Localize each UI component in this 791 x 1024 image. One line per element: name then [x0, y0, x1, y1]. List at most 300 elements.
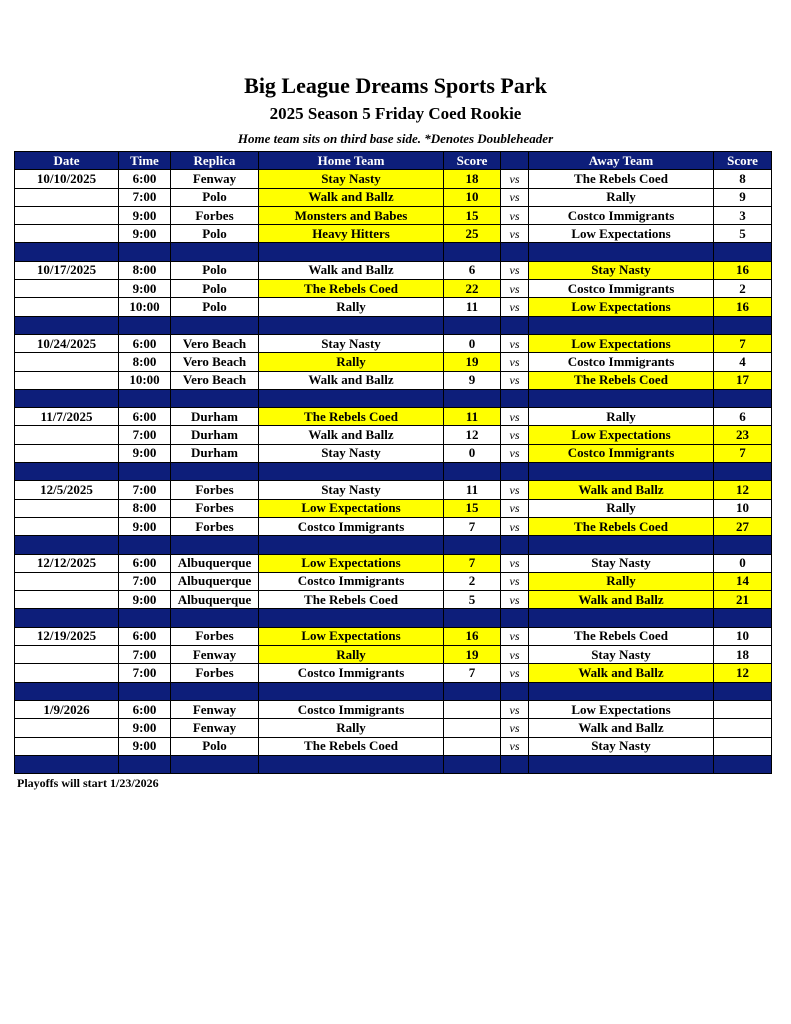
- playoffs-note: Playoffs will start 1/23/2026: [17, 776, 159, 790]
- away-team: Costco Immigrants: [529, 444, 714, 462]
- game-date: 10/17/2025: [15, 261, 119, 279]
- page-subtitle: 2025 Season 5 Friday Coed Rookie: [269, 104, 522, 123]
- home-score: 6: [444, 261, 501, 279]
- vs-label: vs: [501, 664, 529, 682]
- home-team: The Rebels Coed: [259, 591, 444, 609]
- game-time: 8:00: [119, 499, 171, 517]
- separator-cell: [15, 389, 119, 407]
- game-date: [15, 591, 119, 609]
- game-field: Fenway: [171, 719, 259, 737]
- away-score: 10: [714, 499, 772, 517]
- game-time: 9:00: [119, 517, 171, 535]
- week-separator-row: [15, 389, 772, 407]
- game-date: [15, 206, 119, 224]
- home-score: 19: [444, 646, 501, 664]
- game-date: [15, 426, 119, 444]
- game-date: 12/5/2025: [15, 481, 119, 499]
- separator-cell: [119, 682, 171, 700]
- separator-cell: [171, 243, 259, 261]
- separator-cell: [119, 316, 171, 334]
- separator-cell: [119, 536, 171, 554]
- separator-cell: [259, 755, 444, 773]
- game-time: 7:00: [119, 481, 171, 499]
- separator-cell: [259, 609, 444, 627]
- schedule-note: Home team sits on third base side. *Denotes Doubleheader: [237, 131, 554, 146]
- week-separator-row: [15, 463, 772, 481]
- vs-label: vs: [501, 298, 529, 316]
- game-row: [15, 481, 772, 499]
- vs-label: vs: [501, 517, 529, 535]
- game-field: Vero Beach: [171, 371, 259, 389]
- separator-cell: [15, 316, 119, 334]
- away-score: 16: [714, 298, 772, 316]
- game-field: Forbes: [171, 664, 259, 682]
- game-row: [15, 517, 772, 535]
- game-field: Forbes: [171, 517, 259, 535]
- game-field: Fenway: [171, 700, 259, 718]
- schedule-table: [14, 151, 772, 774]
- away-score: 12: [714, 481, 772, 499]
- game-field: Forbes: [171, 206, 259, 224]
- game-field: Polo: [171, 737, 259, 755]
- separator-cell: [529, 316, 714, 334]
- game-row: [15, 700, 772, 718]
- separator-cell: [529, 243, 714, 261]
- separator-cell: [714, 243, 772, 261]
- separator-cell: [15, 243, 119, 261]
- home-team: The Rebels Coed: [259, 737, 444, 755]
- away-team: Walk and Ballz: [529, 664, 714, 682]
- separator-cell: [259, 389, 444, 407]
- game-field: Polo: [171, 188, 259, 206]
- separator-cell: [171, 389, 259, 407]
- vs-label: vs: [501, 627, 529, 645]
- home-score: 12: [444, 426, 501, 444]
- vs-label: vs: [501, 572, 529, 590]
- away-score: 14: [714, 572, 772, 590]
- away-team: Walk and Ballz: [529, 481, 714, 499]
- home-team: Costco Immigrants: [259, 517, 444, 535]
- away-team: Costco Immigrants: [529, 280, 714, 298]
- game-row: [15, 261, 772, 279]
- vs-label: vs: [501, 719, 529, 737]
- game-field: Vero Beach: [171, 353, 259, 371]
- away-team: The Rebels Coed: [529, 627, 714, 645]
- game-field: Forbes: [171, 499, 259, 517]
- away-team: Stay Nasty: [529, 554, 714, 572]
- away-team: Low Expectations: [529, 298, 714, 316]
- away-team: Rally: [529, 188, 714, 206]
- game-time: 9:00: [119, 737, 171, 755]
- game-row: [15, 225, 772, 243]
- game-row: [15, 554, 772, 572]
- away-team: Low Expectations: [529, 225, 714, 243]
- vs-label: vs: [501, 371, 529, 389]
- game-field: Albuquerque: [171, 554, 259, 572]
- game-row: [15, 591, 772, 609]
- away-team: Costco Immigrants: [529, 353, 714, 371]
- game-row: [15, 444, 772, 462]
- away-team: Walk and Ballz: [529, 591, 714, 609]
- game-date: [15, 517, 119, 535]
- game-field: Polo: [171, 225, 259, 243]
- vs-label: vs: [501, 353, 529, 371]
- separator-cell: [444, 682, 501, 700]
- game-date: [15, 353, 119, 371]
- column-header-home-team: Home Team: [259, 152, 444, 170]
- away-score: 21: [714, 591, 772, 609]
- column-header-time: Time: [119, 152, 171, 170]
- home-team: Walk and Ballz: [259, 426, 444, 444]
- home-team: Costco Immigrants: [259, 572, 444, 590]
- home-score: 25: [444, 225, 501, 243]
- game-time: 7:00: [119, 188, 171, 206]
- game-date: [15, 664, 119, 682]
- separator-cell: [15, 536, 119, 554]
- vs-label: vs: [501, 225, 529, 243]
- home-team: Rally: [259, 646, 444, 664]
- vs-label: vs: [501, 206, 529, 224]
- home-score: 18: [444, 170, 501, 188]
- home-score: 7: [444, 554, 501, 572]
- away-team: Stay Nasty: [529, 737, 714, 755]
- separator-cell: [15, 463, 119, 481]
- separator-cell: [171, 316, 259, 334]
- separator-cell: [714, 536, 772, 554]
- separator-cell: [259, 463, 444, 481]
- table-header-row: [15, 152, 772, 170]
- game-date: 12/12/2025: [15, 554, 119, 572]
- separator-cell: [714, 463, 772, 481]
- game-date: [15, 719, 119, 737]
- home-score: 15: [444, 499, 501, 517]
- game-row: [15, 719, 772, 737]
- away-score: [714, 700, 772, 718]
- separator-cell: [444, 463, 501, 481]
- separator-cell: [714, 389, 772, 407]
- away-score: 23: [714, 426, 772, 444]
- game-time: 9:00: [119, 280, 171, 298]
- away-team: Rally: [529, 572, 714, 590]
- game-row: [15, 499, 772, 517]
- away-team: Costco Immigrants: [529, 206, 714, 224]
- separator-cell: [501, 536, 529, 554]
- away-score: 9: [714, 188, 772, 206]
- vs-label: vs: [501, 554, 529, 572]
- column-header-away-score: Score: [714, 152, 772, 170]
- separator-cell: [259, 682, 444, 700]
- vs-label: vs: [501, 408, 529, 426]
- game-field: Fenway: [171, 646, 259, 664]
- separator-cell: [15, 609, 119, 627]
- vs-label: vs: [501, 499, 529, 517]
- game-time: 9:00: [119, 444, 171, 462]
- game-time: 8:00: [119, 261, 171, 279]
- separator-cell: [444, 389, 501, 407]
- game-row: [15, 188, 772, 206]
- away-score: 8: [714, 170, 772, 188]
- away-score: 16: [714, 261, 772, 279]
- home-team: Costco Immigrants: [259, 700, 444, 718]
- home-score: 19: [444, 353, 501, 371]
- away-score: 4: [714, 353, 772, 371]
- game-field: Fenway: [171, 170, 259, 188]
- home-team: Walk and Ballz: [259, 188, 444, 206]
- game-field: Durham: [171, 426, 259, 444]
- page-title: Big League Dreams Sports Park: [244, 73, 547, 98]
- game-date: [15, 737, 119, 755]
- game-row: [15, 280, 772, 298]
- vs-label: vs: [501, 261, 529, 279]
- separator-cell: [119, 389, 171, 407]
- home-team: Low Expectations: [259, 499, 444, 517]
- separator-cell: [119, 609, 171, 627]
- game-time: 9:00: [119, 719, 171, 737]
- away-score: 0: [714, 554, 772, 572]
- column-header-away-team: Away Team: [529, 152, 714, 170]
- home-team: The Rebels Coed: [259, 408, 444, 426]
- game-time: 9:00: [119, 225, 171, 243]
- game-time: 8:00: [119, 353, 171, 371]
- home-team: Low Expectations: [259, 627, 444, 645]
- game-date: [15, 572, 119, 590]
- game-row: [15, 572, 772, 590]
- home-score: 7: [444, 664, 501, 682]
- game-time: 7:00: [119, 664, 171, 682]
- separator-cell: [714, 316, 772, 334]
- away-score: 3: [714, 206, 772, 224]
- home-team: Rally: [259, 298, 444, 316]
- away-team: Rally: [529, 499, 714, 517]
- separator-cell: [119, 755, 171, 773]
- game-field: Forbes: [171, 481, 259, 499]
- separator-cell: [444, 755, 501, 773]
- home-score: 11: [444, 298, 501, 316]
- game-date: [15, 298, 119, 316]
- home-team: Stay Nasty: [259, 334, 444, 352]
- week-separator-row: [15, 536, 772, 554]
- game-time: 6:00: [119, 408, 171, 426]
- vs-label: vs: [501, 737, 529, 755]
- away-team: Stay Nasty: [529, 646, 714, 664]
- home-team: Heavy Hitters: [259, 225, 444, 243]
- game-time: 6:00: [119, 554, 171, 572]
- vs-label: vs: [501, 334, 529, 352]
- separator-cell: [171, 463, 259, 481]
- away-team: The Rebels Coed: [529, 517, 714, 535]
- separator-cell: [119, 463, 171, 481]
- away-team: Low Expectations: [529, 700, 714, 718]
- game-row: [15, 298, 772, 316]
- home-team: Stay Nasty: [259, 444, 444, 462]
- home-score: 5: [444, 591, 501, 609]
- schedule-body: [15, 170, 772, 774]
- game-time: 9:00: [119, 591, 171, 609]
- home-team: Rally: [259, 353, 444, 371]
- separator-cell: [714, 609, 772, 627]
- game-date: [15, 499, 119, 517]
- separator-cell: [171, 536, 259, 554]
- week-separator-row: [15, 316, 772, 334]
- column-header-date: Date: [15, 152, 119, 170]
- separator-cell: [529, 755, 714, 773]
- home-score: 10: [444, 188, 501, 206]
- away-score: 10: [714, 627, 772, 645]
- game-time: 6:00: [119, 334, 171, 352]
- game-date: [15, 225, 119, 243]
- separator-cell: [529, 682, 714, 700]
- home-team: The Rebels Coed: [259, 280, 444, 298]
- game-time: 7:00: [119, 572, 171, 590]
- away-score: 18: [714, 646, 772, 664]
- separator-cell: [15, 755, 119, 773]
- separator-cell: [259, 243, 444, 261]
- home-score: 15: [444, 206, 501, 224]
- game-row: [15, 206, 772, 224]
- game-field: Polo: [171, 280, 259, 298]
- game-date: 12/19/2025: [15, 627, 119, 645]
- away-team: The Rebels Coed: [529, 170, 714, 188]
- separator-cell: [501, 243, 529, 261]
- home-score: 0: [444, 334, 501, 352]
- separator-cell: [444, 609, 501, 627]
- game-date: [15, 646, 119, 664]
- home-team: Stay Nasty: [259, 170, 444, 188]
- game-date: 10/24/2025: [15, 334, 119, 352]
- vs-label: vs: [501, 444, 529, 462]
- vs-label: vs: [501, 591, 529, 609]
- column-header-home-score: Score: [444, 152, 501, 170]
- vs-label: vs: [501, 646, 529, 664]
- game-row: [15, 426, 772, 444]
- game-row: [15, 334, 772, 352]
- game-date: [15, 444, 119, 462]
- separator-cell: [501, 389, 529, 407]
- game-time: 6:00: [119, 170, 171, 188]
- week-separator-row: [15, 755, 772, 773]
- separator-cell: [444, 243, 501, 261]
- vs-label: vs: [501, 481, 529, 499]
- game-time: 9:00: [119, 206, 171, 224]
- game-field: Forbes: [171, 627, 259, 645]
- home-score: 11: [444, 481, 501, 499]
- game-row: [15, 371, 772, 389]
- vs-label: vs: [501, 426, 529, 444]
- separator-cell: [259, 316, 444, 334]
- game-time: 7:00: [119, 646, 171, 664]
- game-date: 10/10/2025: [15, 170, 119, 188]
- game-time: 6:00: [119, 700, 171, 718]
- game-row: [15, 627, 772, 645]
- home-team: Costco Immigrants: [259, 664, 444, 682]
- away-score: 27: [714, 517, 772, 535]
- game-time: 6:00: [119, 627, 171, 645]
- separator-cell: [714, 682, 772, 700]
- home-score: 2: [444, 572, 501, 590]
- vs-label: vs: [501, 700, 529, 718]
- separator-cell: [529, 536, 714, 554]
- game-row: [15, 664, 772, 682]
- away-score: [714, 737, 772, 755]
- separator-cell: [15, 682, 119, 700]
- home-team: Rally: [259, 719, 444, 737]
- game-field: Vero Beach: [171, 334, 259, 352]
- vs-label: vs: [501, 170, 529, 188]
- game-field: Polo: [171, 261, 259, 279]
- game-row: [15, 353, 772, 371]
- separator-cell: [501, 463, 529, 481]
- game-time: 7:00: [119, 426, 171, 444]
- away-score: 6: [714, 408, 772, 426]
- week-separator-row: [15, 682, 772, 700]
- separator-cell: [529, 389, 714, 407]
- away-score: 7: [714, 444, 772, 462]
- separator-cell: [714, 755, 772, 773]
- vs-label: vs: [501, 188, 529, 206]
- game-date: 1/9/2026: [15, 700, 119, 718]
- game-date: 11/7/2025: [15, 408, 119, 426]
- game-date: [15, 280, 119, 298]
- away-score: 12: [714, 664, 772, 682]
- separator-cell: [501, 755, 529, 773]
- away-score: 5: [714, 225, 772, 243]
- game-row: [15, 737, 772, 755]
- away-team: Low Expectations: [529, 426, 714, 444]
- separator-cell: [171, 755, 259, 773]
- separator-cell: [501, 609, 529, 627]
- home-score: [444, 700, 501, 718]
- separator-cell: [444, 536, 501, 554]
- game-row: [15, 170, 772, 188]
- away-score: 17: [714, 371, 772, 389]
- home-team: Walk and Ballz: [259, 261, 444, 279]
- away-score: 2: [714, 280, 772, 298]
- separator-cell: [259, 536, 444, 554]
- home-score: [444, 719, 501, 737]
- week-separator-row: [15, 609, 772, 627]
- separator-cell: [444, 316, 501, 334]
- separator-cell: [119, 243, 171, 261]
- game-field: Durham: [171, 444, 259, 462]
- away-score: 7: [714, 334, 772, 352]
- home-score: 16: [444, 627, 501, 645]
- game-field: Albuquerque: [171, 572, 259, 590]
- game-field: Polo: [171, 298, 259, 316]
- home-score: [444, 737, 501, 755]
- separator-cell: [529, 463, 714, 481]
- separator-cell: [171, 682, 259, 700]
- home-score: 7: [444, 517, 501, 535]
- game-row: [15, 408, 772, 426]
- away-team: Walk and Ballz: [529, 719, 714, 737]
- away-team: Low Expectations: [529, 334, 714, 352]
- home-team: Walk and Ballz: [259, 371, 444, 389]
- game-date: [15, 188, 119, 206]
- separator-cell: [501, 316, 529, 334]
- game-field: Durham: [171, 408, 259, 426]
- away-score: [714, 719, 772, 737]
- separator-cell: [501, 682, 529, 700]
- game-time: 10:00: [119, 371, 171, 389]
- separator-cell: [171, 609, 259, 627]
- home-score: 9: [444, 371, 501, 389]
- column-header-vs: [501, 152, 529, 170]
- home-score: 11: [444, 408, 501, 426]
- away-team: The Rebels Coed: [529, 371, 714, 389]
- separator-cell: [529, 609, 714, 627]
- week-separator-row: [15, 243, 772, 261]
- vs-label: vs: [501, 280, 529, 298]
